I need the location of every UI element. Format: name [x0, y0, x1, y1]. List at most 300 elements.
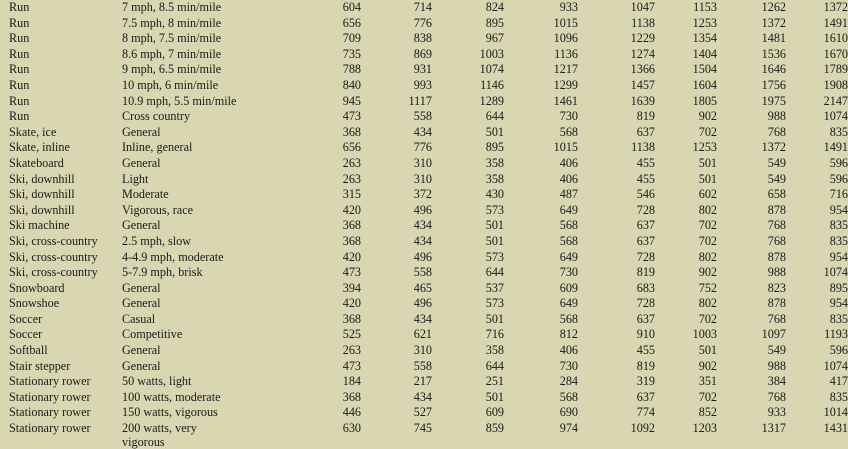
calorie-value-cell: 434 [413, 218, 432, 233]
calorie-value-cell: 568 [559, 311, 578, 326]
calorie-value-cell: 878 [767, 296, 786, 311]
calorie-value-cell: 774 [636, 405, 655, 420]
calorie-value-cell: 644 [485, 109, 504, 124]
calorie-value-cell: 1536 [761, 46, 786, 61]
calorie-value-cell: 496 [413, 202, 432, 217]
intensity-cell: 5-7.9 mph, brisk [122, 265, 203, 280]
calorie-value-cell: 430 [485, 187, 504, 202]
calorie-value-cell: 776 [413, 140, 432, 155]
intensity-cell: 50 watts, light [122, 374, 192, 389]
calorie-value-cell: 728 [636, 249, 655, 264]
calorie-value-cell: 735 [342, 46, 361, 61]
calorie-value-cell: 702 [698, 218, 717, 233]
calorie-value-cell: 473 [342, 109, 361, 124]
calorie-value-cell: 558 [413, 358, 432, 373]
calorie-value-cell: 251 [485, 374, 504, 389]
calorie-value-cell: 702 [698, 311, 717, 326]
calorie-value-cell: 967 [485, 31, 504, 46]
calorie-value-cell: 384 [767, 374, 786, 389]
calorie-value-cell: 1003 [692, 327, 717, 342]
table-row [0, 296, 848, 312]
table-row [0, 94, 848, 110]
calorie-value-cell: 1908 [823, 77, 848, 92]
calorie-value-cell: 1372 [761, 15, 786, 30]
calorie-value-cell: 878 [767, 249, 786, 264]
calorie-value-cell: 852 [698, 405, 717, 420]
table-row [0, 31, 848, 47]
calorie-value-cell: 819 [636, 109, 655, 124]
table-row [0, 16, 848, 32]
calorie-value-cell: 568 [559, 124, 578, 139]
table-row [0, 125, 848, 141]
calorie-value-cell: 1074 [823, 109, 848, 124]
intensity-cell: 8.6 mph, 7 min/mile [122, 46, 222, 61]
intensity-cell: 7.5 mph, 8 min/mile [122, 15, 222, 30]
calorie-value-cell: 776 [413, 15, 432, 30]
calorie-value-cell: 1193 [824, 327, 848, 342]
calorie-value-cell: 1372 [823, 0, 848, 14]
calorie-value-cell: 1146 [480, 77, 504, 92]
calorie-value-cell: 501 [485, 124, 504, 139]
calorie-value-cell: 568 [559, 389, 578, 404]
calorie-value-cell: 434 [413, 233, 432, 248]
calorie-value-cell: 558 [413, 265, 432, 280]
calorie-value-cell: 284 [559, 374, 578, 389]
activity-cell: Run [9, 46, 30, 61]
calorie-value-cell: 838 [413, 31, 432, 46]
calorie-value-cell: 358 [485, 155, 504, 170]
activity-cell: Run [9, 31, 30, 46]
table-row [0, 390, 848, 406]
calorie-value-cell: 1610 [823, 31, 848, 46]
calorie-value-cell: 263 [342, 155, 361, 170]
intensity-cell: 8 mph, 7.5 min/mile [122, 31, 222, 46]
calorie-value-cell: 315 [342, 187, 361, 202]
calorie-value-cell: 878 [767, 202, 786, 217]
calorie-value-cell: 434 [413, 311, 432, 326]
calorie-value-cell: 1457 [630, 77, 655, 92]
calorie-value-cell: 931 [413, 62, 432, 77]
calorie-value-cell: 1253 [692, 15, 717, 30]
calorie-value-cell: 835 [829, 124, 848, 139]
activity-cell: Run [9, 93, 30, 108]
intensity-cell: 7 mph, 8.5 min/mile [122, 0, 222, 14]
table-row [0, 234, 848, 250]
calorie-value-cell: 859 [485, 421, 504, 436]
table-row [0, 187, 848, 203]
calorie-value-cell: 702 [698, 124, 717, 139]
calorie-value-cell: 406 [559, 171, 578, 186]
calorie-value-cell: 1262 [761, 0, 786, 14]
intensity-cell: General [122, 280, 161, 295]
calorie-value-cell: 310 [413, 171, 432, 186]
intensity-cell: Light [122, 171, 149, 186]
calorie-value-cell: 1136 [554, 46, 578, 61]
calorie-value-cell: 420 [342, 249, 361, 264]
calorie-value-cell: 802 [698, 296, 717, 311]
calorie-value-cell: 596 [829, 343, 848, 358]
calorie-value-cell: 1670 [823, 46, 848, 61]
calorie-value-cell: 1274 [630, 46, 655, 61]
intensity-cell: General [122, 218, 161, 233]
activity-cell: Soccer [9, 311, 43, 326]
calorie-value-cell: 988 [767, 265, 786, 280]
activity-cell: Ski, downhill [9, 202, 75, 217]
calorie-value-cell: 501 [698, 155, 717, 170]
calorie-value-cell: 1229 [630, 31, 655, 46]
calorie-value-cell: 649 [559, 249, 578, 264]
calorie-value-cell: 372 [413, 187, 432, 202]
calorie-value-cell: 1138 [631, 15, 655, 30]
calorie-value-cell: 446 [342, 405, 361, 420]
calorie-value-cell: 954 [829, 202, 848, 217]
activity-cell: Stationary rower [9, 389, 91, 404]
calorie-value-cell: 263 [342, 343, 361, 358]
calorie-value-cell: 368 [342, 233, 361, 248]
calorie-value-cell: 501 [485, 389, 504, 404]
calorie-value-cell: 902 [698, 265, 717, 280]
calorie-value-cell: 788 [342, 62, 361, 77]
activity-cell: Ski machine [9, 218, 70, 233]
table-row [0, 0, 848, 16]
activity-cell: Stationary rower [9, 374, 91, 389]
calorie-value-cell: 869 [413, 46, 432, 61]
calorie-value-cell: 954 [829, 296, 848, 311]
calorie-value-cell: 263 [342, 171, 361, 186]
intensity-cell: General [122, 358, 161, 373]
activity-cell: Ski, downhill [9, 171, 75, 186]
calorie-value-cell: 1117 [408, 93, 432, 108]
calorie-value-cell: 709 [342, 31, 361, 46]
table-row [0, 47, 848, 63]
table-row [0, 218, 848, 234]
calorie-value-cell: 702 [698, 233, 717, 248]
calorie-value-cell: 1491 [823, 15, 848, 30]
calorie-value-cell: 812 [559, 327, 578, 342]
calorie-value-cell: 473 [342, 265, 361, 280]
calorie-value-cell: 1481 [761, 31, 786, 46]
calorie-value-cell: 487 [559, 187, 578, 202]
calorie-value-cell: 549 [767, 343, 786, 358]
calorie-value-cell: 527 [413, 405, 432, 420]
calorie-value-cell: 745 [413, 421, 432, 436]
activity-cell: Snowshoe [9, 296, 60, 311]
intensity-cell: 100 watts, moderate [122, 389, 221, 404]
calorie-value-cell: 1975 [761, 93, 786, 108]
calorie-value-cell: 658 [767, 187, 786, 202]
intensity-cell: Competitive [122, 327, 183, 342]
calorie-value-cell: 728 [636, 202, 655, 217]
calorie-value-cell: 496 [413, 249, 432, 264]
activity-cell: Run [9, 62, 30, 77]
table-row [0, 327, 848, 343]
table-row [0, 421, 848, 437]
calorie-value-cell: 824 [485, 0, 504, 14]
calorie-value-cell: 420 [342, 202, 361, 217]
calorie-value-cell: 525 [342, 327, 361, 342]
calorie-value-cell: 2147 [823, 93, 848, 108]
calorie-value-cell: 1217 [553, 62, 578, 77]
table-row [0, 140, 848, 156]
calorie-value-cell: 358 [485, 343, 504, 358]
calorie-value-cell: 768 [767, 124, 786, 139]
calorie-value-cell: 1003 [479, 46, 504, 61]
calorie-value-cell: 394 [342, 280, 361, 295]
calorie-value-cell: 1789 [823, 62, 848, 77]
intensity-cell: Cross country [122, 109, 191, 124]
calorie-value-cell: 1074 [479, 62, 504, 77]
table-row [0, 203, 848, 219]
calorie-value-cell: 368 [342, 218, 361, 233]
calorie-value-cell: 609 [559, 280, 578, 295]
calorie-value-cell: 1604 [692, 77, 717, 92]
calorie-value-cell: 465 [413, 280, 432, 295]
calorie-value-cell: 310 [413, 343, 432, 358]
table-row [0, 343, 848, 359]
calorie-value-cell: 501 [485, 233, 504, 248]
activity-cell: Skate, ice [9, 124, 57, 139]
calorie-value-cell: 933 [767, 405, 786, 420]
activity-cell: Stationary rower [9, 421, 91, 436]
calorie-value-cell: 802 [698, 249, 717, 264]
calorie-value-cell: 649 [559, 202, 578, 217]
activity-cell: Stationary rower [9, 405, 91, 420]
calorie-value-cell: 637 [636, 124, 655, 139]
calorie-value-cell: 537 [485, 280, 504, 295]
intensity-cell: General [122, 343, 161, 358]
calorie-value-cell: 768 [767, 233, 786, 248]
calorie-value-cell: 568 [559, 233, 578, 248]
intensity-cell: 200 watts, very vigorous [122, 421, 197, 449]
calorie-value-cell: 690 [559, 405, 578, 420]
calorie-value-cell: 417 [829, 374, 848, 389]
intensity-cell: Inline, general [122, 140, 193, 155]
calorie-value-cell: 644 [485, 358, 504, 373]
calorie-value-cell: 802 [698, 202, 717, 217]
calorie-value-cell: 368 [342, 389, 361, 404]
calorie-value-cell: 649 [559, 296, 578, 311]
calorie-value-cell: 455 [636, 171, 655, 186]
calorie-value-cell: 496 [413, 296, 432, 311]
calorie-value-cell: 1092 [630, 421, 655, 436]
calorie-value-cell: 823 [767, 280, 786, 295]
calorie-value-cell: 501 [698, 171, 717, 186]
calorie-value-cell: 546 [636, 187, 655, 202]
calorie-value-cell: 910 [636, 327, 655, 342]
calorie-value-cell: 1203 [692, 421, 717, 436]
calorie-value-cell: 644 [485, 265, 504, 280]
calorie-value-cell: 420 [342, 296, 361, 311]
calorie-value-cell: 573 [485, 202, 504, 217]
calorie-value-cell: 501 [485, 218, 504, 233]
calorie-value-cell: 1015 [553, 15, 578, 30]
intensity-cell: General [122, 124, 161, 139]
calorie-value-cell: 683 [636, 280, 655, 295]
calorie-value-cell: 988 [767, 109, 786, 124]
table-row [0, 374, 848, 390]
calorie-value-cell: 558 [413, 109, 432, 124]
activity-cell: Ski, cross-country [9, 265, 98, 280]
calorie-value-cell: 1074 [823, 358, 848, 373]
intensity-cell: Casual [122, 311, 156, 326]
calorie-value-cell: 1404 [692, 46, 717, 61]
table-row [0, 109, 848, 125]
activity-cell: Run [9, 0, 30, 14]
calorie-value-cell: 609 [485, 405, 504, 420]
calorie-value-cell: 1096 [553, 31, 578, 46]
calorie-value-cell: 895 [829, 280, 848, 295]
intensity-cell: Vigorous, race [122, 202, 194, 217]
calorie-value-cell: 1461 [553, 93, 578, 108]
calorie-value-cell: 1014 [823, 405, 848, 420]
calorie-value-cell: 573 [485, 296, 504, 311]
calorie-value-cell: 1153 [693, 0, 717, 14]
intensity-cell: 150 watts, vigorous [122, 405, 218, 420]
calorie-value-cell: 368 [342, 124, 361, 139]
activity-cell: Skate, inline [9, 140, 70, 155]
calorie-value-cell: 1138 [631, 140, 655, 155]
calorie-value-cell: 716 [829, 187, 848, 202]
calorie-value-cell: 933 [559, 0, 578, 14]
calorie-value-cell: 730 [559, 109, 578, 124]
calorie-value-cell: 501 [698, 343, 717, 358]
calorie-value-cell: 455 [636, 155, 655, 170]
calorie-value-cell: 368 [342, 311, 361, 326]
calorie-value-cell: 716 [485, 327, 504, 342]
activity-cell: Run [9, 109, 30, 124]
calorie-value-cell: 549 [767, 155, 786, 170]
calorie-value-cell: 993 [413, 77, 432, 92]
table-row [0, 250, 848, 266]
calorie-value-cell: 835 [829, 389, 848, 404]
calorie-value-cell: 217 [413, 374, 432, 389]
intensity-cell: 10 mph, 6 min/mile [122, 77, 219, 92]
calorie-value-cell: 637 [636, 218, 655, 233]
calorie-value-cell: 1639 [630, 93, 655, 108]
activity-cell: Ski, downhill [9, 187, 75, 202]
activity-cell: Soccer [9, 327, 43, 342]
calorie-value-cell: 819 [636, 265, 655, 280]
activity-cell: Run [9, 15, 30, 30]
calorie-value-cell: 835 [829, 218, 848, 233]
activity-cell: Skateboard [9, 155, 64, 170]
calorie-value-cell: 1047 [630, 0, 655, 14]
calorie-value-cell: 568 [559, 218, 578, 233]
table-row [0, 281, 848, 297]
activity-cell: Run [9, 77, 30, 92]
activity-cell: Snowboard [9, 280, 65, 295]
calorie-value-cell: 819 [636, 358, 655, 373]
calorie-value-cell: 1366 [630, 62, 655, 77]
calorie-value-cell: 714 [413, 0, 432, 14]
intensity-cell: 2.5 mph, slow [122, 233, 192, 248]
intensity-cell: 9 mph, 6.5 min/mile [122, 62, 222, 77]
calorie-value-cell: 473 [342, 358, 361, 373]
table-row [0, 359, 848, 375]
calorie-value-cell: 406 [559, 343, 578, 358]
table-row [0, 172, 848, 188]
calorie-value-cell: 768 [767, 389, 786, 404]
calorie-value-cell: 902 [698, 358, 717, 373]
calorie-value-cell: 730 [559, 265, 578, 280]
calorie-value-cell: 637 [636, 311, 655, 326]
calorie-value-cell: 835 [829, 311, 848, 326]
calorie-value-cell: 604 [342, 0, 361, 14]
calorie-value-cell: 1805 [692, 93, 717, 108]
calorie-value-cell: 840 [342, 77, 361, 92]
calorie-value-cell: 596 [829, 171, 848, 186]
calorie-value-cell: 1646 [761, 62, 786, 77]
activity-cell: Softball [9, 343, 48, 358]
table-row [0, 156, 848, 172]
calorie-value-cell: 1756 [761, 77, 786, 92]
calorie-value-cell: 184 [342, 374, 361, 389]
calorie-value-cell: 1317 [761, 421, 786, 436]
intensity-cell: General [122, 296, 161, 311]
activity-cell: Ski, cross-country [9, 233, 98, 248]
calorie-value-cell: 1431 [823, 421, 848, 436]
calorie-value-cell: 1504 [692, 62, 717, 77]
table-row [0, 78, 848, 94]
activity-cell: Ski, cross-country [9, 249, 98, 264]
calorie-value-cell: 1372 [761, 140, 786, 155]
table-row [0, 312, 848, 328]
table-row [0, 405, 848, 421]
calorie-value-cell: 954 [829, 249, 848, 264]
calorie-value-cell: 1097 [761, 327, 786, 342]
calorie-value-cell: 637 [636, 233, 655, 248]
calorie-value-cell: 406 [559, 155, 578, 170]
calorie-value-cell: 974 [559, 421, 578, 436]
calorie-value-cell: 1299 [553, 77, 578, 92]
activity-cell: Stair stepper [9, 358, 71, 373]
calorie-value-cell: 434 [413, 389, 432, 404]
calorie-value-cell: 621 [413, 327, 432, 342]
calorie-value-cell: 730 [559, 358, 578, 373]
calorie-value-cell: 637 [636, 389, 655, 404]
calorie-value-cell: 630 [342, 421, 361, 436]
intensity-cell: 10.9 mph, 5.5 min/mile [122, 93, 237, 108]
calorie-value-cell: 602 [698, 187, 717, 202]
intensity-cell: 4-4.9 mph, moderate [122, 249, 224, 264]
calorie-value-cell: 358 [485, 171, 504, 186]
calorie-value-cell: 1354 [692, 31, 717, 46]
calorie-value-cell: 835 [829, 233, 848, 248]
calorie-value-cell: 902 [698, 109, 717, 124]
calorie-value-cell: 656 [342, 140, 361, 155]
calorie-value-cell: 1253 [692, 140, 717, 155]
calorie-value-cell: 573 [485, 249, 504, 264]
calorie-value-cell: 768 [767, 218, 786, 233]
calorie-value-cell: 310 [413, 155, 432, 170]
calorie-value-cell: 351 [698, 374, 717, 389]
calorie-value-cell: 1015 [553, 140, 578, 155]
calorie-value-cell: 702 [698, 389, 717, 404]
calorie-value-cell: 895 [485, 15, 504, 30]
calorie-value-cell: 656 [342, 15, 361, 30]
calorie-value-cell: 596 [829, 155, 848, 170]
calorie-value-cell: 549 [767, 171, 786, 186]
calorie-value-cell: 988 [767, 358, 786, 373]
calorie-value-cell: 768 [767, 311, 786, 326]
table-row [0, 62, 848, 78]
calorie-value-cell: 752 [698, 280, 717, 295]
calorie-value-cell: 895 [485, 140, 504, 155]
calorie-value-cell: 455 [636, 343, 655, 358]
intensity-cell: Moderate [122, 187, 169, 202]
calorie-value-cell: 1491 [823, 140, 848, 155]
calorie-value-cell: 945 [342, 93, 361, 108]
